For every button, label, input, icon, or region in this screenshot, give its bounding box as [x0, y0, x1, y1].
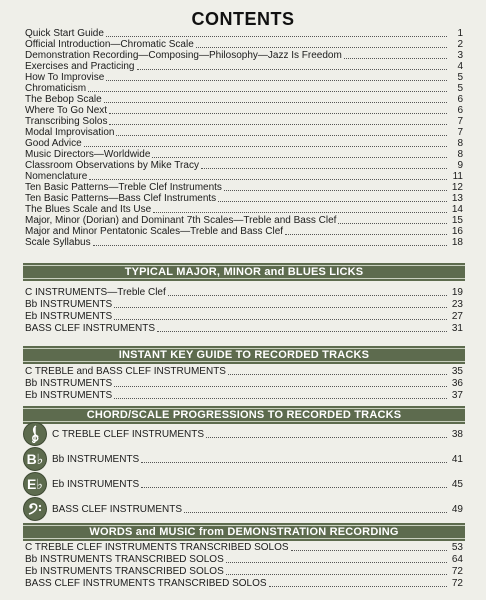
toc-page-number: 6: [457, 94, 463, 105]
toc-entry-title: Ten Basic Patterns—Treble Clef Instruments: [25, 182, 222, 193]
toc-entry-title: Where To Go Next: [25, 105, 108, 116]
toc-page-number: 72: [451, 578, 463, 589]
toc-row[interactable]: [52, 454, 463, 466]
toc-entry-title: Nomenclature: [25, 171, 88, 182]
toc-page-number: 16: [451, 226, 463, 237]
toc-entry-title: Official Introduction—Chromatic Scale: [25, 39, 194, 50]
toc-page-number: 9: [457, 160, 463, 171]
dot-leader: [269, 586, 447, 587]
toc-page-number: 8: [457, 138, 463, 149]
toc-entry-title: Good Advice: [25, 138, 82, 149]
toc-entry-title: Classroom Observations by Mike Tracy: [25, 160, 199, 171]
page-title: CONTENTS: [191, 9, 295, 29]
toc-row[interactable]: [25, 299, 463, 311]
toc-page-number: 1: [457, 28, 463, 39]
toc-row[interactable]: [52, 479, 463, 491]
dot-leader: [109, 124, 447, 125]
toc-page-number: 12: [451, 182, 463, 193]
toc-entry-title: C TREBLE CLEF INSTRUMENTS TRANSCRIBED SOLOS: [25, 542, 289, 553]
dot-leader: [218, 201, 447, 202]
toc-row[interactable]: [25, 311, 463, 323]
dot-leader: [157, 331, 447, 332]
dot-leader: [114, 398, 447, 399]
toc-row[interactable]: [52, 504, 463, 516]
toc-row[interactable]: [25, 566, 463, 578]
toc-row[interactable]: [25, 542, 463, 554]
toc-entry-title: The Blues Scale and Its Use: [25, 204, 152, 215]
dot-leader: [116, 135, 447, 136]
dot-leader: [93, 245, 447, 246]
toc-entry-title: Ten Basic Patterns—Bass Clef Instruments: [25, 193, 217, 204]
dot-leader: [206, 437, 447, 438]
toc-entry-title: Exercises and Practicing: [25, 61, 135, 72]
dot-leader: [109, 113, 447, 114]
toc-entry-title: Transcribing Solos: [25, 116, 108, 127]
dot-leader: [137, 69, 448, 70]
section-header-licks: TYPICAL MAJOR, MINOR and BLUES LICKS: [23, 263, 465, 281]
toc-page-number: 5: [457, 83, 463, 94]
dot-leader: [201, 168, 447, 169]
toc-page-number: 18: [451, 237, 463, 248]
dot-leader: [141, 487, 447, 488]
toc-entry-title: Scale Syllabus: [25, 237, 91, 248]
toc-page-number: 7: [457, 127, 463, 138]
toc-entry-title: C INSTRUMENTS—Treble Clef: [25, 287, 166, 298]
toc-page-number: 4: [457, 61, 463, 72]
toc-row[interactable]: [25, 366, 463, 378]
dot-leader: [84, 146, 447, 147]
dot-leader: [226, 562, 447, 563]
toc-row[interactable]: [25, 378, 463, 390]
toc-entry-title: BASS CLEF INSTRUMENTS: [52, 504, 183, 515]
toc-page-number: 19: [451, 287, 463, 298]
dot-leader: [114, 319, 447, 320]
dot-leader: [184, 512, 447, 513]
toc-page-number: 27: [451, 311, 463, 322]
bass-clef-icon: [24, 498, 46, 520]
toc-entry-title: Bb INSTRUMENTS: [52, 454, 140, 465]
dot-leader: [104, 102, 447, 103]
toc-entry-title: Eb INSTRUMENTS TRANSCRIBED SOLOS: [25, 566, 224, 577]
toc-page-number: 13: [451, 193, 463, 204]
toc-entry-title: C TREBLE CLEF INSTRUMENTS: [52, 429, 205, 440]
toc-row[interactable]: [25, 390, 463, 402]
dot-leader: [338, 223, 447, 224]
toc-page-number: 5: [457, 72, 463, 83]
toc-page-number: 3: [457, 50, 463, 61]
toc-entry-title: C TREBLE and BASS CLEF INSTRUMENTS: [25, 366, 226, 377]
toc-entry-title: Eb INSTRUMENTS: [25, 311, 113, 322]
toc-page-number: 31: [451, 323, 463, 334]
toc-page-number: 38: [451, 429, 463, 440]
dot-leader: [89, 179, 447, 180]
toc-entry-title: BASS CLEF INSTRUMENTS TRANSCRIBED SOLOS: [25, 578, 267, 589]
toc-page-number: 41: [451, 454, 463, 465]
dot-leader: [153, 212, 447, 213]
toc-row[interactable]: [52, 429, 463, 441]
dot-leader: [114, 386, 447, 387]
dot-leader: [106, 80, 447, 81]
toc-page-number: 15: [451, 215, 463, 226]
toc-row[interactable]: [25, 323, 463, 335]
toc-entry-title: Eb INSTRUMENTS: [52, 479, 140, 490]
section-header-chord-scale: CHORD/SCALE PROGRESSIONS TO RECORDED TRACKS: [23, 406, 465, 424]
toc-entry-title: Bb INSTRUMENTS TRANSCRIBED SOLOS: [25, 554, 224, 565]
toc-entry-title: Chromaticism: [25, 83, 87, 94]
toc-entry-title: Music Directors—Worldwide: [25, 149, 151, 160]
toc-page-number: 6: [457, 105, 463, 116]
toc-entry-title: Eb INSTRUMENTS: [25, 390, 113, 401]
toc-entry-title: How To Improvise: [25, 72, 105, 83]
toc-entry-title: Bb INSTRUMENTS: [25, 299, 113, 310]
toc-row[interactable]: [25, 287, 463, 299]
dot-leader: [224, 190, 447, 191]
toc-page-number: 53: [451, 542, 463, 553]
section-header-key-guide: INSTANT KEY GUIDE TO RECORDED TRACKS: [23, 346, 465, 364]
dot-leader: [88, 91, 447, 92]
dot-leader: [114, 307, 447, 308]
dot-leader: [226, 574, 447, 575]
dot-leader: [168, 295, 447, 296]
eb-badge-icon: E♭: [24, 473, 46, 495]
toc-row[interactable]: [25, 237, 463, 249]
dot-leader: [152, 157, 447, 158]
dot-leader: [228, 374, 447, 375]
dot-leader: [291, 550, 447, 551]
toc-page-number: 36: [451, 378, 463, 389]
toc-entry-title: Demonstration Recording—Composing—Philosophy—Jazz Is Freedom: [25, 50, 342, 61]
toc-entry-title: Major, Minor (Dorian) and Dominant 7th Scales—Treble and Bass Clef: [25, 215, 337, 226]
toc-entry-title: BASS CLEF INSTRUMENTS: [25, 323, 156, 334]
section-header-words-music: WORDS and MUSIC from DEMONSTRATION RECORDING: [23, 523, 465, 541]
toc-page-number: 14: [451, 204, 463, 215]
toc-page-number: 37: [451, 390, 463, 401]
toc-entry-title: Modal Improvisation: [25, 127, 115, 138]
toc-page-number: 45: [451, 479, 463, 490]
toc-page-number: 23: [451, 299, 463, 310]
toc-page-number: 7: [457, 116, 463, 127]
toc-page-number: 64: [451, 554, 463, 565]
dot-leader: [344, 58, 447, 59]
toc-row[interactable]: [25, 578, 463, 590]
toc-page-number: 49: [451, 504, 463, 515]
toc-page-number: 35: [451, 366, 463, 377]
dot-leader: [106, 36, 447, 37]
dot-leader: [285, 234, 447, 235]
toc-entry-title: Bb INSTRUMENTS: [25, 378, 113, 389]
toc-page-number: 72: [451, 566, 463, 577]
treble-clef-icon: [24, 423, 46, 445]
toc-entry-title: Major and Minor Pentatonic Scales—Treble and Bass Clef: [25, 226, 284, 237]
bb-badge-icon: B♭: [24, 448, 46, 470]
toc-page-number: 11: [452, 171, 463, 182]
dot-leader: [141, 462, 447, 463]
dot-leader: [196, 47, 447, 48]
toc-entry-title: The Bebop Scale: [25, 94, 102, 105]
toc-page-number: 8: [457, 149, 463, 160]
toc-row[interactable]: [25, 554, 463, 566]
toc-page-number: 2: [457, 39, 463, 50]
toc-entry-title: Quick Start Guide: [25, 28, 104, 39]
